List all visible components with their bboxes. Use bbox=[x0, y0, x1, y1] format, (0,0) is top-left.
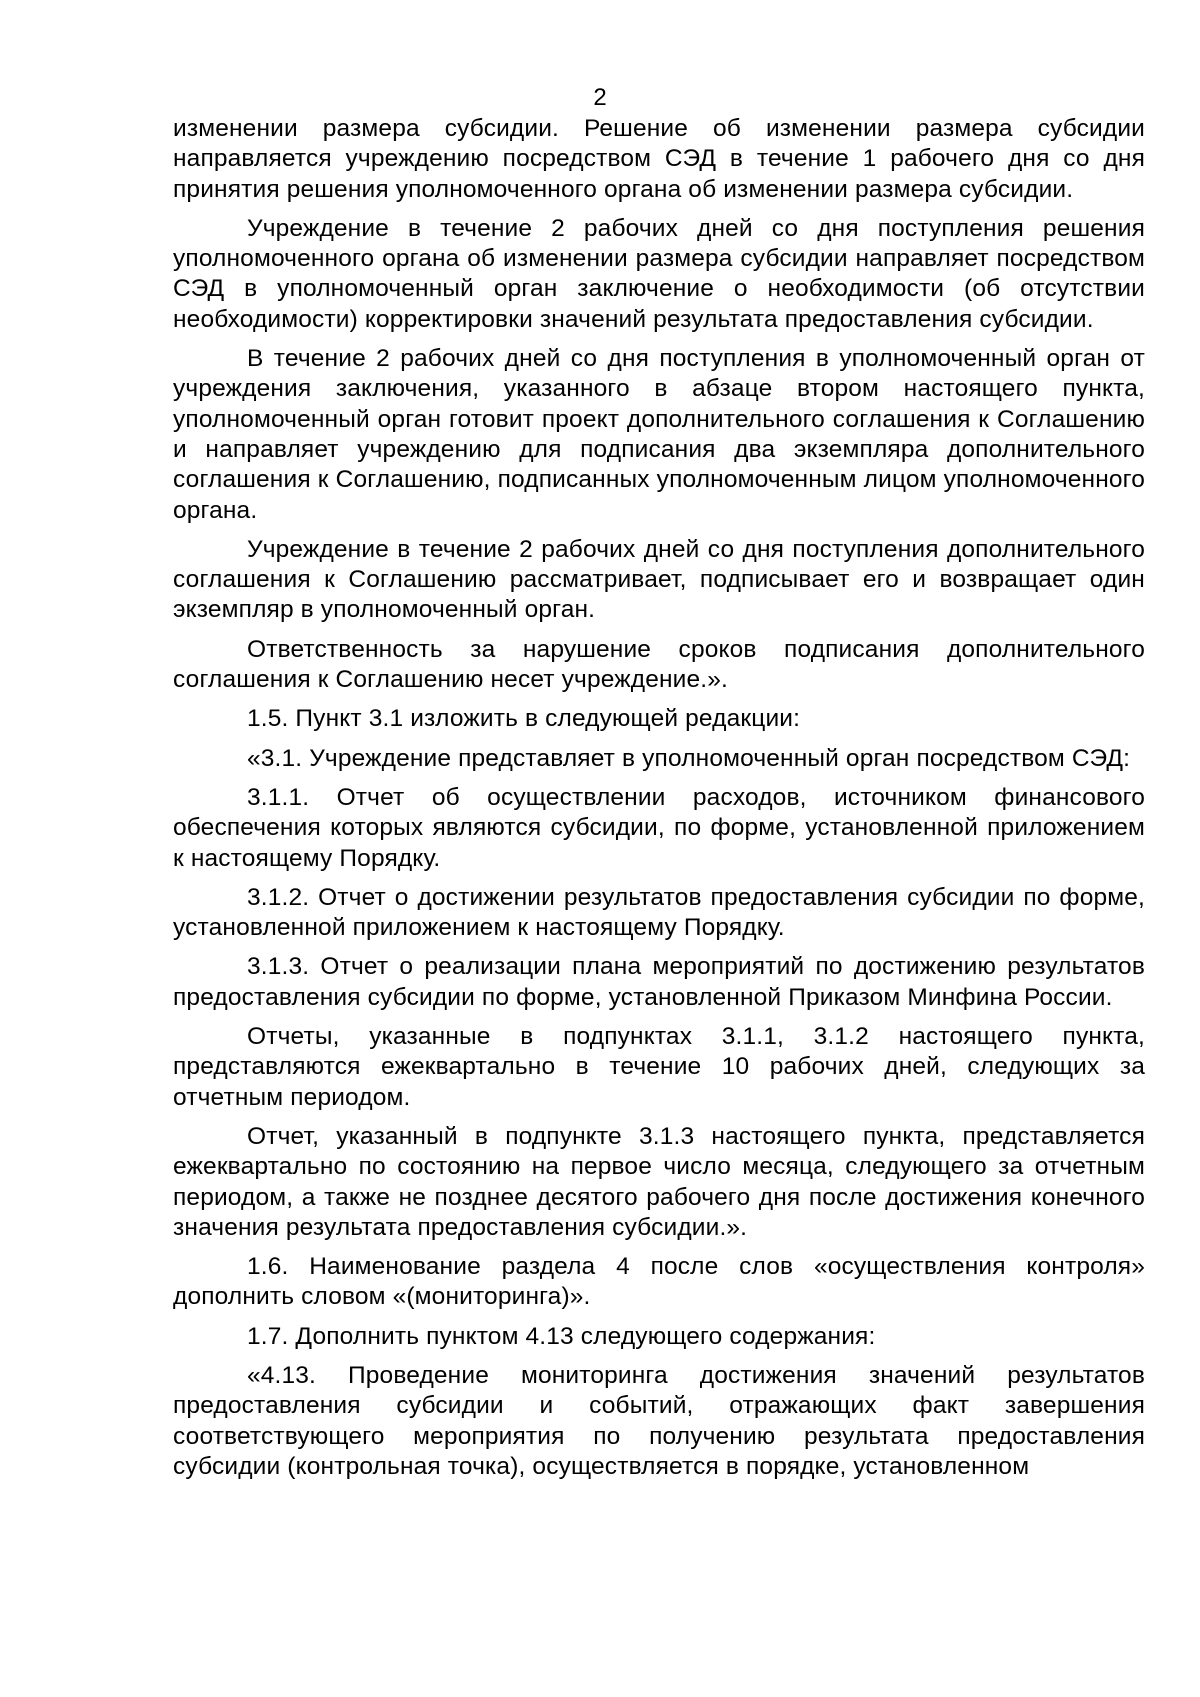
page-number: 2 bbox=[593, 84, 607, 111]
paragraph: «3.1. Учреждение представляет в уполномоченный орган посредством СЭД: bbox=[247, 744, 1131, 772]
paragraph: В течение 2 рабочих дней со дня поступления в уполномоченный орган от учреждения заключения, указанного в абзаце втором настоящего пункта, уполномоченный орган готовит проект дополнительного соглашения к Соглашению и направляет учреждению для подписания два экземпляра дополнительного соглашения к Соглашению, подписанных уполномоченным лицом уполномоченного органа. bbox=[173, 345, 1145, 524]
paragraph: Отчет, указанный в подпункте 3.1.3 настоящего пункта, представляется ежеквартально по состоянию на первое число месяца, следующего за отчетным периодом, а также не позднее десятого рабочего дня после достижения конечного значения результата предоставления субсидии.». bbox=[173, 1122, 1145, 1241]
paragraph: 1.7. Дополнить пунктом 4.13 следующего содержания: bbox=[247, 1322, 876, 1350]
paragraph: 1.5. Пункт 3.1 изложить в следующей редакции: bbox=[247, 705, 801, 733]
paragraph: «4.13. Проведение мониторинга достижения значений результатов предоставления субсидии и событий, отражающих факт завершения соответствующего мероприятия по получению результата предоставления субсидии (контрольная точка), осуществляется в порядке, установленном bbox=[173, 1361, 1145, 1480]
paragraph-continuation: изменении размера субсидии. Решение об изменении размера субсидии направляется учреждению посредством СЭД в течение 1 рабочего дня со дня принятия решения уполномоченного органа об изменении размера субсидии. bbox=[173, 115, 1145, 203]
paragraph: Ответственность за нарушение сроков подписания дополнительного соглашения к Соглашению несет учреждение.». bbox=[173, 635, 1145, 694]
document-body bbox=[173, 114, 1145, 1491]
paragraph: Учреждение в течение 2 рабочих дней со дня поступления дополнительного соглашения к Соглашению рассматривает, подписывает его и возвращает один экземпляр в уполномоченный орган. bbox=[173, 535, 1145, 624]
paragraph: 3.1.3. Отчет о реализации плана мероприятий по достижению результатов предоставления субсидии по форме, установленной Приказом Минфина России. bbox=[173, 953, 1145, 1011]
paragraph: 3.1.1. Отчет об осуществлении расходов, источником финансового обеспечения которых являются субсидии, по форме, установленной приложением к настоящему Порядку. bbox=[173, 783, 1145, 872]
paragraph: Учреждение в течение 2 рабочих дней со дня поступления решения уполномоченного органа об изменении размера субсидии направляет посредством СЭД в уполномоченный орган заключение о необходимости (об отсутствии необходимости) корректировки значений результата предоставления субсидии. bbox=[173, 214, 1145, 333]
paragraph: 1.6. Наименование раздела 4 после слов «осуществления контроля» дополнить словом «(мониторинга)». bbox=[173, 1253, 1145, 1311]
paragraph: Отчеты, указанные в подпунктах 3.1.1, 3.1.2 настоящего пункта, представляются ежеквартально в течение 10 рабочих дней, следующих за отчетным периодом. bbox=[173, 1023, 1145, 1111]
paragraph: 3.1.2. Отчет о достижении результатов предоставления субсидии по форме, установленной приложением к настоящему Порядку. bbox=[173, 883, 1145, 942]
